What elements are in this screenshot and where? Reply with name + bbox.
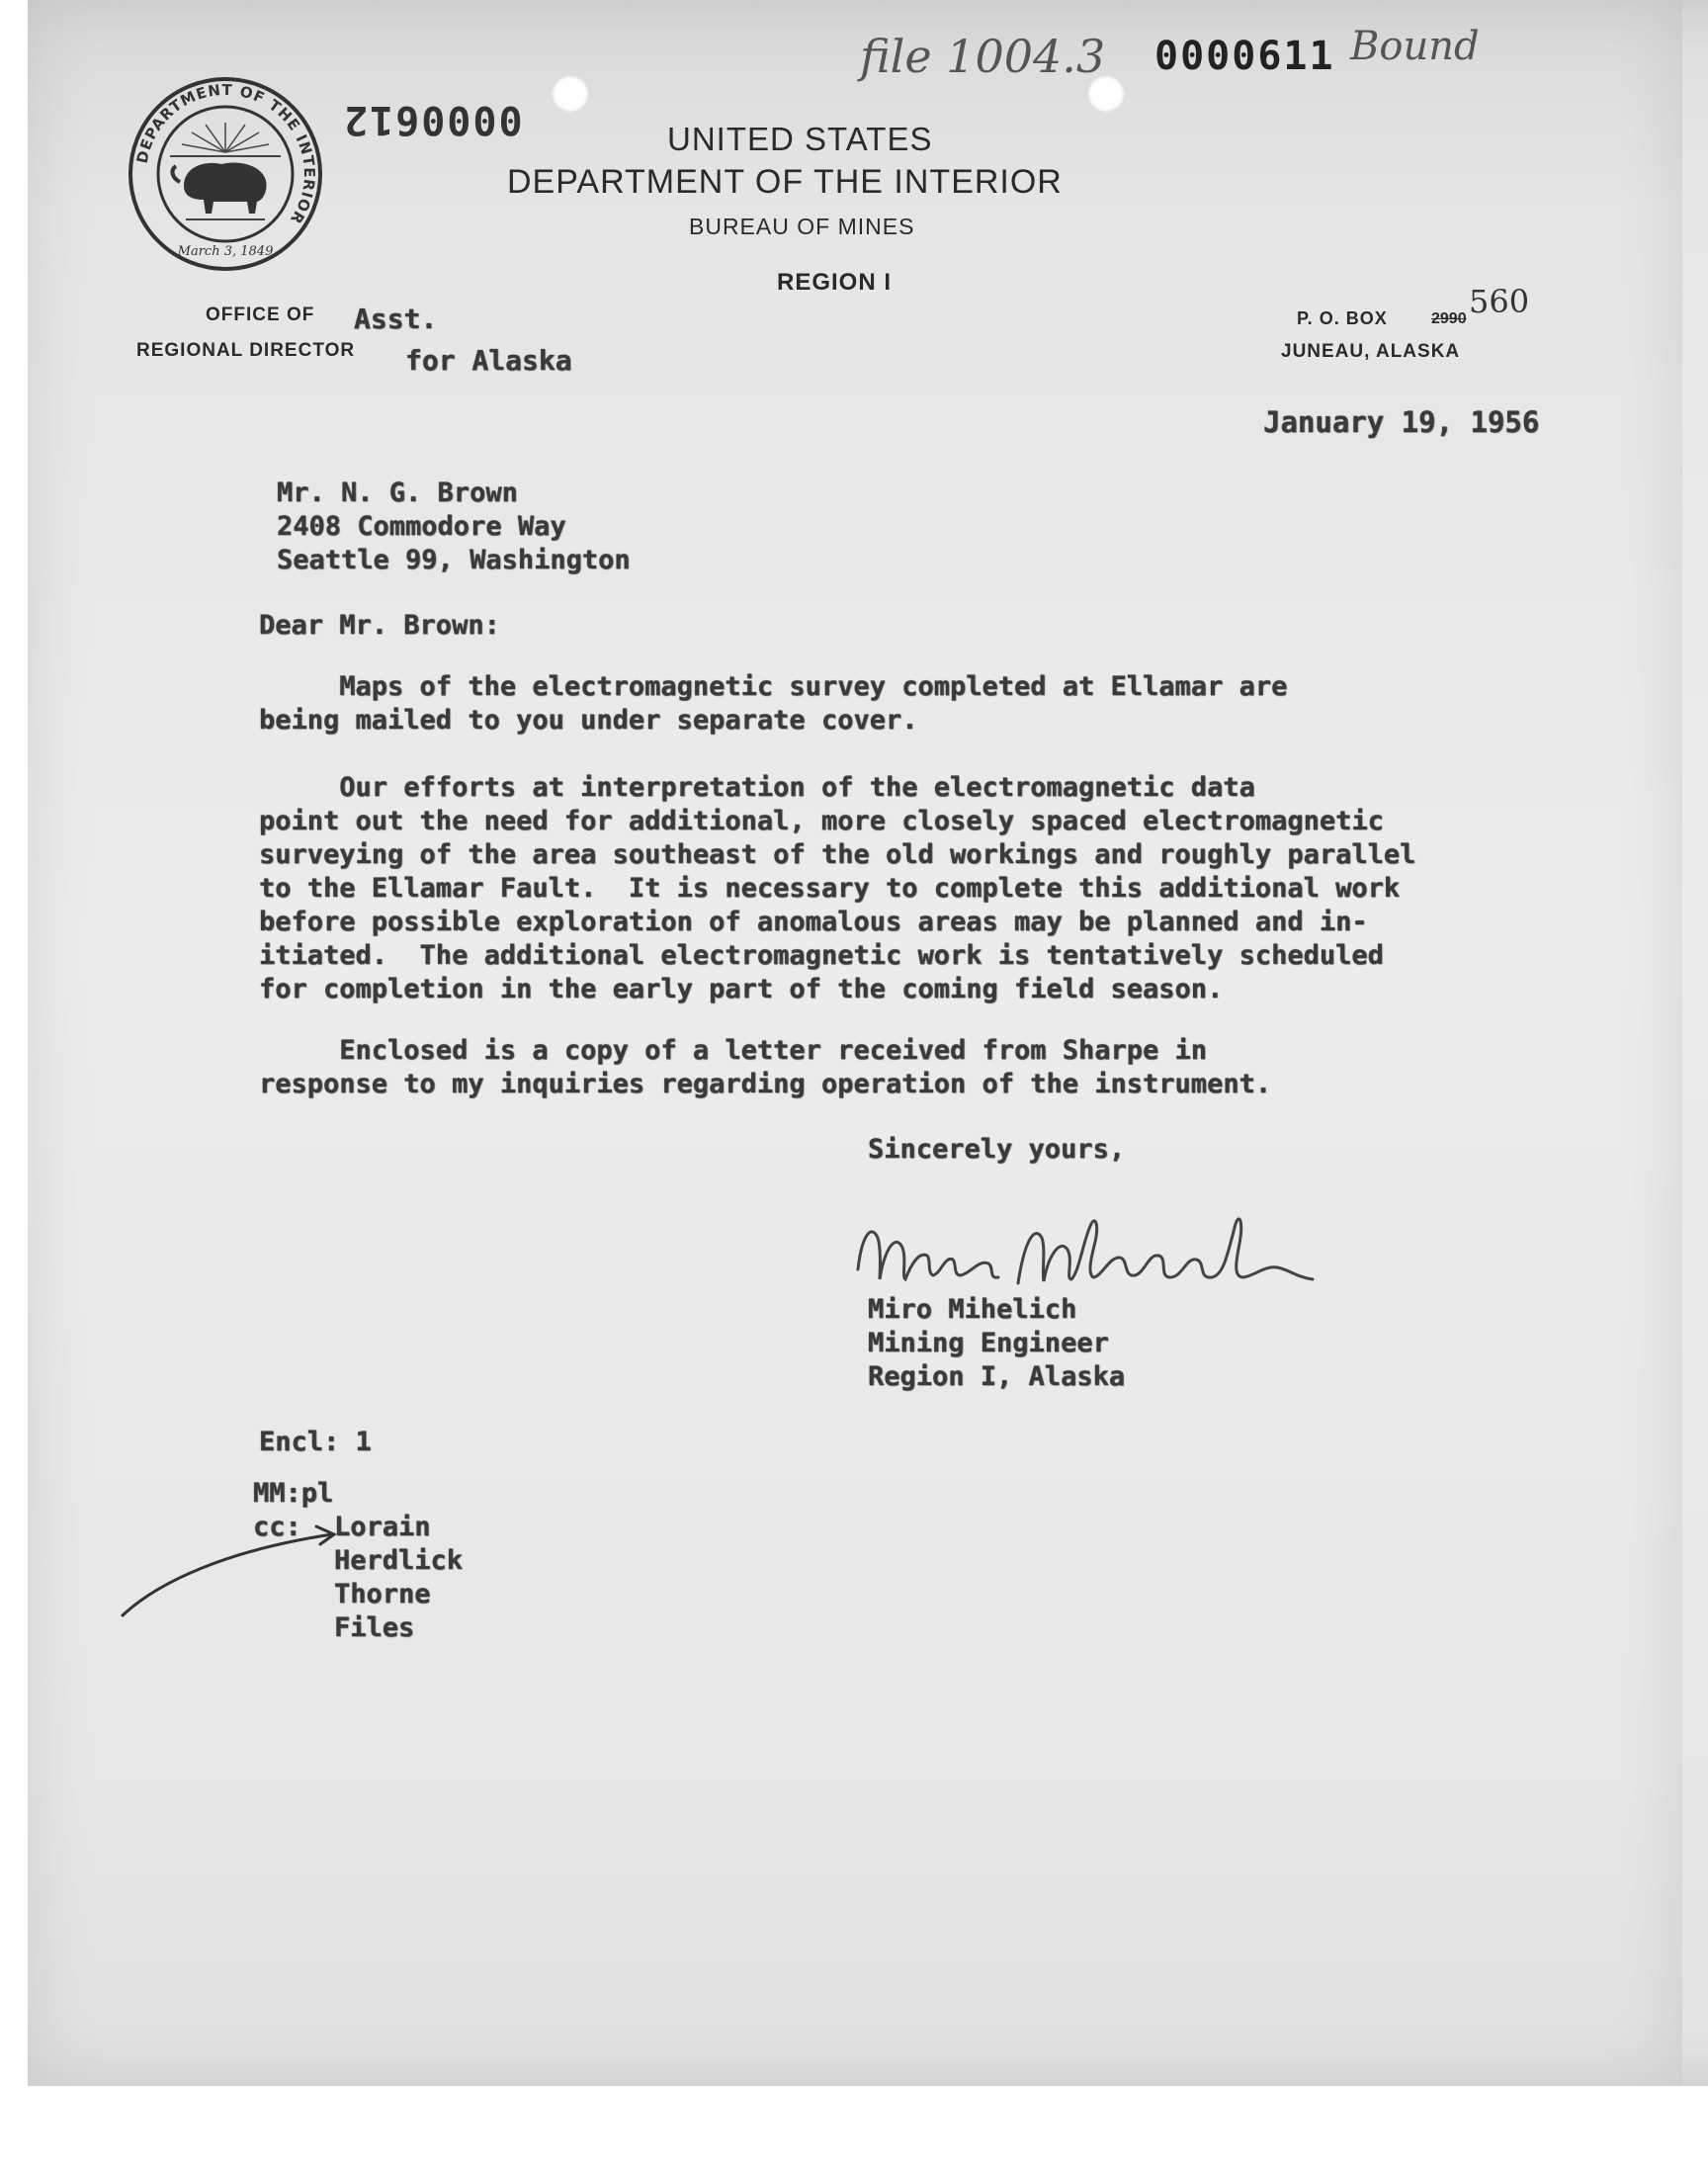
paragraph-line: Enclosed is a copy of a letter received from Sharpe in	[259, 1035, 1208, 1066]
cc-item: Lorain	[334, 1512, 431, 1542]
signer-region: Region I, Alaska	[868, 1361, 1126, 1392]
cc-label: cc:	[253, 1512, 301, 1542]
handwritten-signature	[850, 1194, 1324, 1303]
cc-item: Files	[334, 1612, 415, 1643]
paragraph-line: Maps of the electromagnetic survey completed at Ellamar are	[259, 671, 1288, 702]
paragraph-line: being mailed to you under separate cover.	[259, 705, 918, 736]
file-note: file 1004.3	[860, 30, 1106, 83]
punch-hole-left	[552, 75, 589, 113]
stamp-number-right: 0000611	[1154, 34, 1335, 79]
letter-date: January 19, 1956	[1263, 405, 1540, 439]
paragraph-line: before possible exploration of anomalous areas may be planned and in-	[259, 907, 1368, 937]
signature-icon	[850, 1194, 1324, 1303]
department-seal	[127, 75, 324, 273]
paragraph-2	[259, 771, 1415, 1006]
letterhead-line3: BUREAU OF MINES	[689, 214, 915, 239]
signer-title: Mining Engineer	[868, 1328, 1109, 1358]
cc-item: Herdlick	[334, 1545, 464, 1576]
paragraph-line: to the Ellamar Fault. It is necessary to complete this additional work	[259, 873, 1401, 904]
office-for-alaska: for Alaska	[405, 344, 572, 377]
office-asst: Asst.	[354, 303, 438, 335]
salutation: Dear Mr. Brown:	[259, 610, 500, 641]
letterhead-line2: DEPARTMENT OF THE INTERIOR	[507, 163, 1063, 201]
po-box-label: P. O. BOX	[1297, 308, 1388, 328]
po-box-struck: 2990	[1431, 310, 1467, 327]
po-box-new: 560	[1469, 283, 1530, 320]
closing: Sincerely yours,	[868, 1134, 1126, 1165]
paragraph-line: itiated. The additional electromagnetic work is tentatively scheduled	[259, 940, 1384, 971]
recipient-city: Seattle 99, Washington	[277, 545, 631, 575]
paragraph-line: surveying of the area southeast of the old workings and roughly parallel	[259, 839, 1416, 870]
seal-date: March 3, 1849	[177, 244, 274, 259]
recipient-name: Mr. N. G. Brown	[277, 478, 518, 508]
cc-item: Thorne	[334, 1579, 431, 1610]
office-of-label: OFFICE OF	[206, 304, 315, 325]
paragraph-1	[259, 670, 1287, 738]
seal-ring-text: DEPARTMENT OF THE INTERIOR	[132, 80, 319, 228]
regional-director-label: REGIONAL DIRECTOR	[136, 340, 356, 361]
cc-check-mark	[119, 1513, 346, 1621]
signer-name: Miro Mihelich	[868, 1294, 1077, 1325]
bound-note: Bound	[1350, 24, 1480, 69]
recipient-street: 2408 Commodore Way	[277, 511, 566, 542]
paragraph-line: Our efforts at interpretation of the electromagnetic data	[259, 772, 1255, 803]
stamp-number-left: 0000612	[342, 97, 523, 142]
paragraph-line: response to my inquiries regarding operation of the instrument.	[259, 1069, 1272, 1099]
check-mark-icon	[119, 1513, 346, 1621]
city-label: JUNEAU, ALASKA	[1281, 341, 1461, 362]
typist-initials: MM:pl	[253, 1478, 334, 1509]
enclosure-note: Encl: 1	[259, 1427, 372, 1457]
paragraph-3	[259, 1034, 1271, 1101]
cc-list	[334, 1511, 463, 1645]
letterhead-line1: UNITED STATES	[667, 121, 933, 157]
paragraph-line: for completion in the early part of the coming field season.	[259, 974, 1224, 1004]
seal-icon	[127, 75, 324, 273]
paragraph-line: point out the need for additional, more closely spaced electromagnetic	[259, 806, 1384, 836]
letterhead-region: REGION I	[777, 269, 893, 296]
